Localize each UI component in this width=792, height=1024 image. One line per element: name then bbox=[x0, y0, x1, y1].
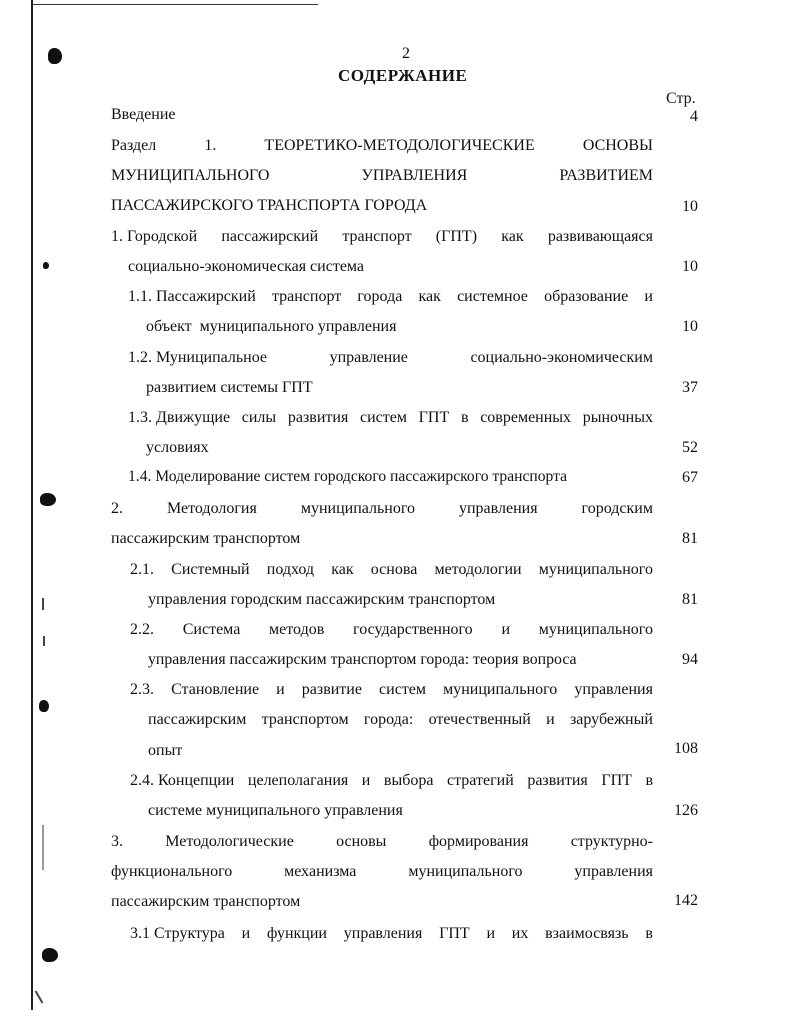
word: муниципального bbox=[538, 621, 653, 638]
toc-item3-line2 bbox=[111, 864, 653, 880]
toc-item2-4-line2: системе муниципального управления bbox=[148, 802, 403, 819]
page-column-header: Стр. bbox=[666, 90, 696, 107]
word: и bbox=[276, 681, 285, 698]
scan-top-line bbox=[33, 4, 318, 5]
word: развивающаяся bbox=[547, 228, 653, 245]
ink-blot bbox=[43, 262, 49, 269]
toc-item1-4-line1: 1.4. Моделирование систем городского пассажирского транспорта bbox=[128, 468, 568, 485]
word: 2.1. bbox=[130, 561, 154, 578]
word: 1.2. Муниципальное bbox=[128, 349, 268, 366]
word: муниципального bbox=[538, 561, 653, 578]
toc-item2-line1 bbox=[111, 501, 653, 517]
toc-item2-2-line1 bbox=[130, 622, 653, 638]
toc-item3-1-line1 bbox=[130, 926, 653, 942]
toc-item1-3-line2: условиях bbox=[146, 439, 209, 456]
word: структурно- bbox=[570, 833, 653, 850]
word: функции bbox=[266, 925, 327, 942]
word: систем bbox=[360, 409, 407, 426]
word: ТЕОРЕТИКО-МЕТОДОЛОГИЧЕСКИЕ bbox=[264, 137, 535, 154]
toc-item2-1-line1 bbox=[130, 562, 653, 578]
word: методологии bbox=[434, 561, 522, 578]
word: механизма bbox=[284, 863, 357, 880]
word: их bbox=[511, 925, 529, 942]
toc-item2-1-line2: управления городским пассажирским транспортом bbox=[148, 591, 496, 608]
word: современных bbox=[480, 409, 572, 426]
word: 1. bbox=[204, 137, 217, 154]
word: 1.1. Пассажирский bbox=[128, 288, 256, 305]
word: 2.3. bbox=[130, 681, 154, 698]
word: рыночных bbox=[582, 409, 653, 426]
scan-mark bbox=[42, 598, 44, 610]
toc-item1-2-line1 bbox=[128, 350, 653, 366]
word: управление bbox=[329, 349, 408, 366]
word: транспорт bbox=[271, 288, 342, 305]
word: в bbox=[460, 409, 469, 426]
word: управления bbox=[574, 863, 653, 880]
word: 2.4. Концепции bbox=[130, 772, 235, 789]
toc-item1-1-line1 bbox=[128, 289, 653, 305]
toc-item1-page: 10 bbox=[682, 258, 698, 275]
word: Система bbox=[182, 621, 241, 638]
toc-item2-1-page: 81 bbox=[682, 591, 698, 608]
ink-blot bbox=[40, 493, 56, 506]
scan-mark bbox=[43, 636, 45, 646]
word: как bbox=[418, 288, 441, 305]
toc-item3-line3: пассажирским транспортом bbox=[111, 893, 301, 910]
toc-item1-2-line2: развитием системы ГПТ bbox=[146, 379, 313, 396]
word: целеполагания bbox=[247, 772, 349, 789]
scan-mark bbox=[42, 825, 44, 870]
word: зарубежный bbox=[569, 711, 653, 728]
toc-item2-2-page: 94 bbox=[682, 651, 698, 668]
toc-item2-4-line1 bbox=[130, 773, 653, 789]
word: развитие bbox=[301, 681, 362, 698]
toc-section1-line2 bbox=[111, 168, 653, 184]
word: развития bbox=[287, 409, 349, 426]
word: 3. bbox=[111, 833, 123, 850]
word: управления bbox=[574, 681, 653, 698]
word: РАЗВИТИЕМ bbox=[559, 167, 653, 184]
word: муниципального bbox=[408, 863, 523, 880]
word: Становление bbox=[171, 681, 260, 698]
toc-item1-3-line1 bbox=[128, 410, 653, 426]
word: УПРАВЛЕНИЯ bbox=[361, 167, 468, 184]
word: и bbox=[546, 711, 555, 728]
word: образование bbox=[544, 288, 629, 305]
word: основа bbox=[370, 561, 418, 578]
ink-blot bbox=[42, 948, 58, 962]
word: Методологические bbox=[165, 833, 294, 850]
toc-item1-2-page: 37 bbox=[682, 379, 698, 396]
toc-item1-1-page: 10 bbox=[682, 318, 698, 335]
toc-section1-line1 bbox=[111, 138, 653, 154]
word: системное bbox=[457, 288, 528, 305]
toc-intro-page: 4 bbox=[690, 108, 698, 125]
toc-item2-page: 81 bbox=[682, 530, 698, 547]
toc-item2-line2: пассажирским транспортом bbox=[111, 530, 301, 547]
word: пассажирский bbox=[221, 228, 319, 245]
word: 2.2. bbox=[130, 621, 154, 638]
word: социально-экономическим bbox=[470, 349, 653, 366]
word: взаимосвязь bbox=[545, 925, 629, 942]
word: транспортом bbox=[261, 711, 349, 728]
ink-blot bbox=[39, 700, 49, 712]
toc-item2-2-line2: управления пассажирским транспортом города: теория вопроса bbox=[148, 651, 577, 668]
word: муниципального bbox=[300, 500, 415, 517]
word: ГПТ bbox=[418, 409, 450, 426]
word: и bbox=[486, 925, 495, 942]
word: систем bbox=[379, 681, 427, 698]
word: ГПТ bbox=[439, 925, 470, 942]
word: и bbox=[361, 772, 371, 789]
word: в bbox=[645, 925, 653, 942]
word: и bbox=[241, 925, 251, 942]
toc-item1-3-page: 52 bbox=[682, 439, 698, 456]
word: города: bbox=[363, 711, 414, 728]
word: формирования bbox=[428, 833, 529, 850]
scan-mark bbox=[35, 990, 44, 1003]
ink-blot bbox=[48, 48, 62, 64]
word: 2. bbox=[111, 500, 123, 517]
word: и bbox=[501, 621, 510, 638]
toc-item1-line2: социально-экономическая система bbox=[128, 258, 365, 275]
word: отечественный bbox=[428, 711, 531, 728]
word: основы bbox=[336, 833, 387, 850]
toc-item2-4-page: 126 bbox=[674, 802, 698, 819]
word: государственного bbox=[353, 621, 473, 638]
toc-item3-line1 bbox=[111, 834, 653, 850]
word: МУНИЦИПАЛЬНОГО bbox=[111, 167, 270, 184]
word: выбора bbox=[383, 772, 434, 789]
word: управления bbox=[458, 500, 538, 517]
word: транспорт bbox=[342, 228, 412, 245]
word: в bbox=[645, 772, 653, 789]
word: ГПТ bbox=[601, 772, 632, 789]
word: 1. Городской bbox=[111, 228, 198, 245]
page-title: СОДЕРЖАНИЕ bbox=[338, 66, 468, 85]
word: ОСНОВЫ bbox=[582, 137, 653, 154]
toc-item1-1-line2: объект муниципального управления bbox=[146, 318, 397, 335]
toc-section1-page: 10 bbox=[682, 198, 698, 215]
scan-edge-line bbox=[31, 0, 33, 1010]
toc-section1-line3: ПАССАЖИРСКОГО ТРАНСПОРТА ГОРОДА bbox=[111, 197, 428, 214]
word: города bbox=[357, 288, 403, 305]
toc-item2-3-page: 108 bbox=[674, 740, 698, 757]
word: подход bbox=[266, 561, 315, 578]
word: и bbox=[644, 288, 653, 305]
word: муниципального bbox=[443, 681, 558, 698]
toc-item3-page: 142 bbox=[674, 892, 698, 909]
word: городским bbox=[581, 500, 653, 517]
word: Раздел bbox=[111, 137, 157, 154]
word: управления bbox=[343, 925, 423, 942]
word: методов bbox=[269, 621, 325, 638]
word: как bbox=[501, 228, 524, 245]
word: Системный bbox=[171, 561, 250, 578]
page-number: 2 bbox=[402, 45, 410, 62]
toc-intro-label: Введение bbox=[111, 106, 176, 123]
toc-item1-4-page: 67 bbox=[682, 469, 698, 486]
word: развития bbox=[527, 772, 588, 789]
word: Методология bbox=[166, 500, 257, 517]
word: 3.1 Структура bbox=[130, 925, 225, 942]
toc-item2-3-line1 bbox=[130, 682, 653, 698]
word: (ГПТ) bbox=[435, 228, 478, 245]
word: 1.3. Движущие bbox=[128, 409, 231, 426]
toc-item2-3-line2 bbox=[148, 712, 653, 728]
word: силы bbox=[241, 409, 277, 426]
word: стратегий bbox=[447, 772, 514, 789]
toc-item1-line1 bbox=[111, 229, 653, 245]
word: пассажирским bbox=[148, 711, 247, 728]
word: функционального bbox=[111, 863, 233, 880]
word: как bbox=[331, 561, 354, 578]
toc-item2-3-line3: опыт bbox=[148, 742, 183, 759]
